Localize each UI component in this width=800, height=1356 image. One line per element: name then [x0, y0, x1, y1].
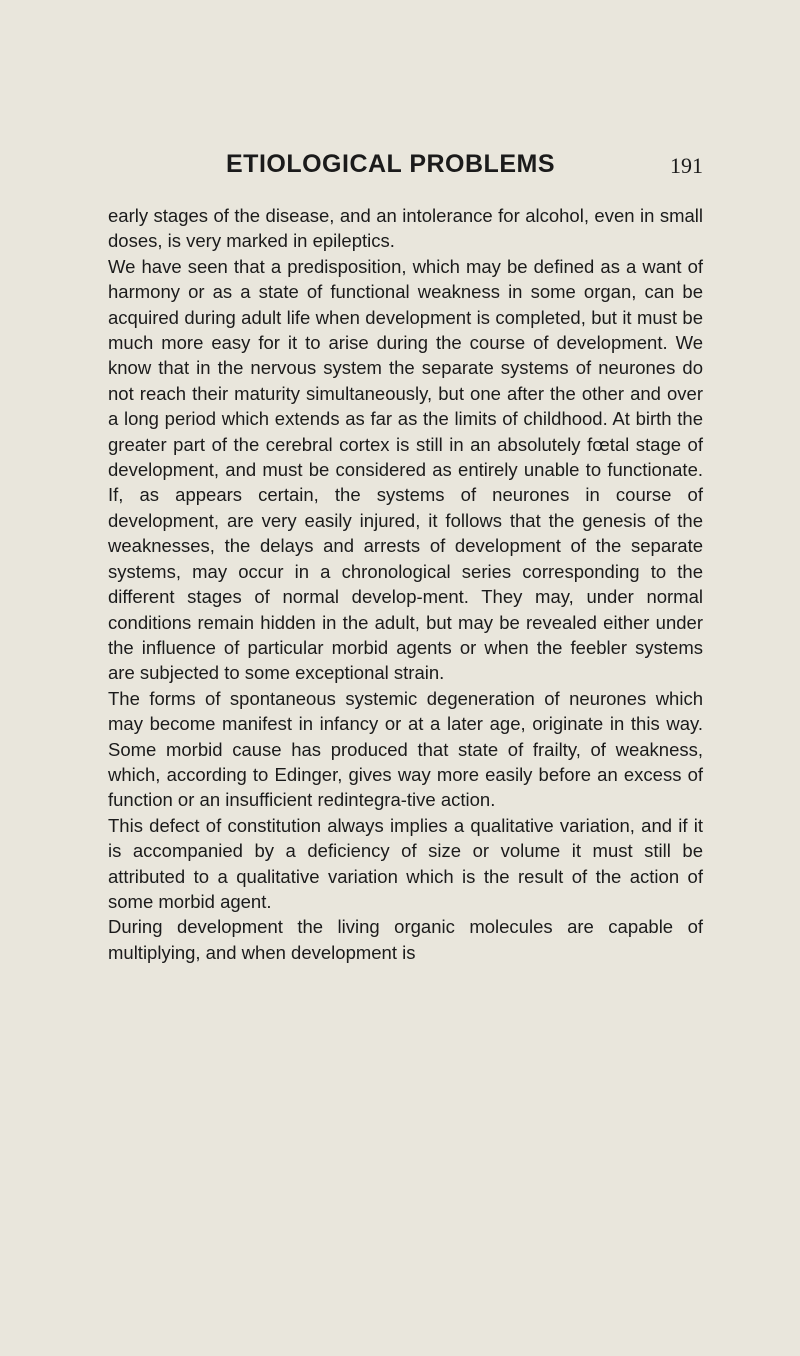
running-title: ETIOLOGICAL PROBLEMS [226, 150, 555, 178]
paragraph-continuation: early stages of the disease, and an intolerance for alcohol, even in small doses, is very marked in epileptics. [108, 205, 703, 252]
page-number: 191 [670, 153, 703, 178]
paragraph-predisposition: We have seen that a predisposition, which may be defined as a want of harmony or as a state of functional weakness in some organ, can be acquired during adult life when development is completed, but it must be much more easy for it to arise during the course of development. We know that in the nervous system the separate systems of neurones do not reach their maturity simultaneously, but one after the other and over a long period which extends as far as the limits of childhood. At birth the greater part of the cerebral cortex is still in an absolutely fœtal stage of development, and must be considered as entirely unable to functionate. If, as appears certain, the systems of neurones in course of development, are very easily injured, it follows that the genesis of the weaknesses, the delays and arrests of development of the separate systems, may occur in a chronological series corresponding to the different stages of normal develop-ment. They may, under normal conditions remain hidden in the adult, but may be revealed either under the influence of particular morbid agents or when the feebler systems are subjected to some exceptional strain. [108, 255, 703, 684]
page-header [108, 150, 703, 186]
body-text [108, 203, 703, 965]
paragraph-constitution: This defect of constitution always implies a qualitative variation, and if it is accompanied by a deficiency of size or volume it must still be attributed to a qualitative variation which is the result of the action of some morbid agent. [108, 814, 703, 912]
paragraph-degeneration: The forms of spontaneous systemic degeneration of neurones which may become manifest in infancy or at a later age, originate in this way. Some morbid cause has produced that state of frailty, of weakness, which, according to Edinger, gives way more easily before an excess of function or an insufficient redintegra-tive action. [108, 687, 703, 811]
paragraph-development: During development the living organic molecules are capable of multiplying, and when development is [108, 916, 703, 963]
